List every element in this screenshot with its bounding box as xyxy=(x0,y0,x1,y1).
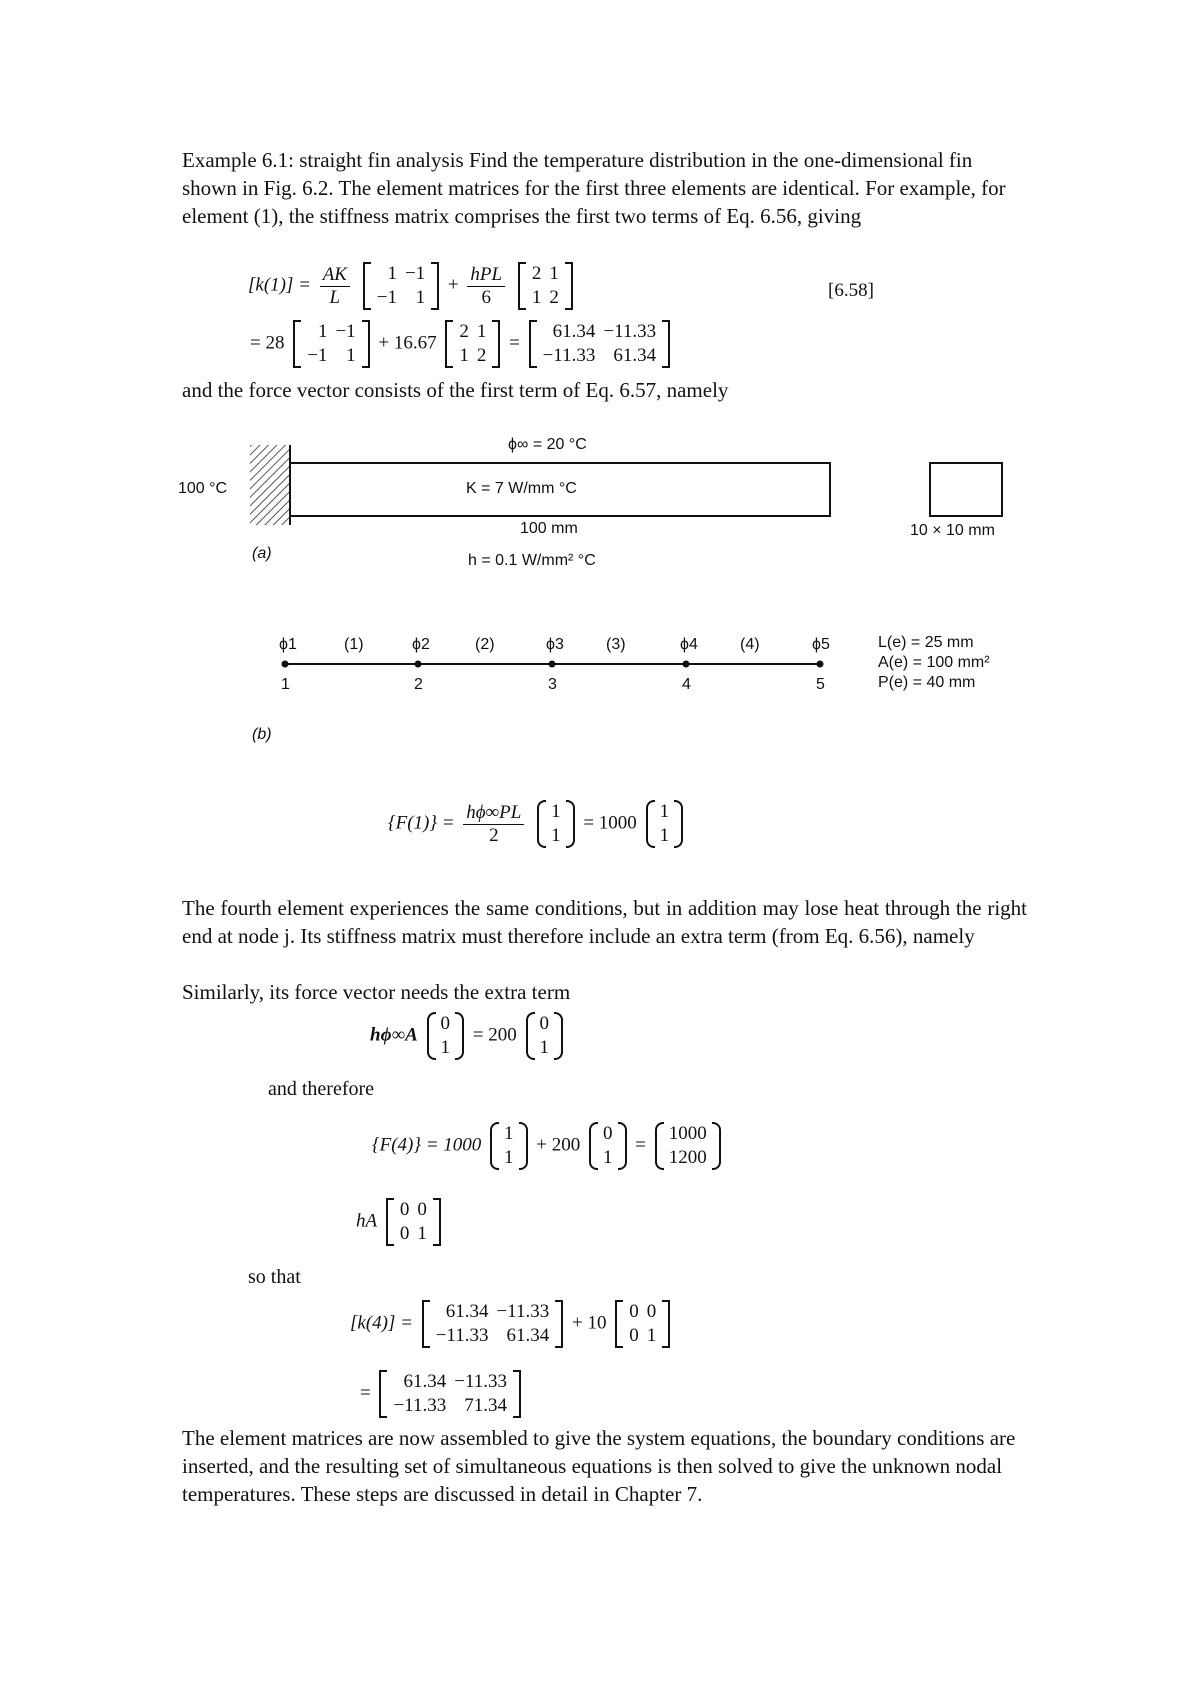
convection-coef: h = 0.1 W/mm² °C xyxy=(468,552,596,569)
fin-drawing xyxy=(0,0,1200,800)
force-intro: and the force vector consists of the first term of Eq. 6.57, namely xyxy=(182,378,729,402)
node-4 xyxy=(683,661,690,668)
equation-k4-result: = 61.34 −11.33 −11.33 71.34 xyxy=(360,1370,525,1418)
element-4: (4) xyxy=(740,636,760,653)
section-size: 10 × 10 mm xyxy=(910,522,995,539)
prop-length: L(e) = 25 mm xyxy=(878,634,974,651)
element-1: (1) xyxy=(344,636,364,653)
and-therefore: and therefore xyxy=(268,1078,375,1100)
intro-paragraph: Example 6.1: straight fin analysis Find the temperature distribution in the one-dimensional fin shown in Fig. 6.2. The element matrices for the first three elements are identical. For example, for element (1), the stiffness matrix comprises the first two terms of Eq. 6.56, giving xyxy=(182,148,1006,228)
node-label-4: 4 xyxy=(682,676,691,693)
node-label-5: 5 xyxy=(816,676,825,693)
equation-k4: [k(4)] = 61.34 −11.33 −11.33 61.34 + 10 0 0 0 1 xyxy=(350,1300,674,1348)
equation-6-58-line1: [k(1)] = $\frac{AK}{L}$ 1 −1 −1 1 + $\frac{\text{hPL}}{6}$ 2 1 1 2 xyxy=(248,262,577,310)
phi-4: ϕ4 xyxy=(680,636,698,653)
element-2: (2) xyxy=(475,636,495,653)
ambient-temp: ϕ∞ = 20 °C xyxy=(508,436,587,453)
prop-perimeter: P(e) = 40 mm xyxy=(878,674,976,691)
matrix-convection: 2 1 1 2 xyxy=(518,262,573,310)
fin-length: 100 mm xyxy=(520,520,578,537)
equation-ha: hA 0 0 0 1 xyxy=(356,1198,445,1246)
phi-1: ϕ1 xyxy=(279,636,297,653)
node-2 xyxy=(415,661,422,668)
figure-label-b: (b) xyxy=(252,726,272,743)
matrix-conduction: 1 −1 −1 1 xyxy=(363,262,439,310)
conductivity: K = 7 W/mm °C xyxy=(466,480,577,497)
cross-section xyxy=(930,463,1002,516)
equation-f1: {F(1)} = $\frac{h\phi\infty PL}{2}$ 1 1 = 1000 1 1 xyxy=(388,800,687,848)
figure-label-a: (a) xyxy=(252,545,272,562)
node-3 xyxy=(549,661,556,668)
base-temp: 100 °C xyxy=(178,480,228,497)
prop-area: A(e) = 100 mm² xyxy=(878,654,990,671)
node-1 xyxy=(282,661,289,668)
equation-6-58-line2: = 28 1 −1 −1 1 + 16.67 2 1 1 2 = 61.34 −11.33 −11.33 61.34 xyxy=(250,320,674,368)
equation-extra-term: hϕ∞A 0 1 = 200 0 1 xyxy=(370,1012,567,1060)
so-that: so that xyxy=(248,1266,301,1288)
fraction-hpl-6: $\frac{\text{hPL}}{6}$ xyxy=(467,264,505,309)
matrix-result-k1: 61.34 −11.33 −11.33 61.34 xyxy=(529,320,671,368)
phi-3: ϕ3 xyxy=(546,636,564,653)
node-label-1: 1 xyxy=(281,676,290,693)
equation-f4: {F(4)} = 1000 1 1 + 200 0 1 = 1000 1200 xyxy=(372,1122,725,1170)
fourth-element-paragraph: The fourth element experiences the same conditions, but in addition may lose heat through the right end at node j. Its stiffness matrix must therefore include an extra term (from Eq. 6.56), namely xyxy=(182,896,1027,948)
similarly-line: Similarly, its force vector needs the extra term xyxy=(182,980,571,1004)
final-paragraph: The element matrices are now assembled to give the system equations, the boundary conditions are inserted, and the resulting set of simultaneous equations is then solved to give the unknown nodal temperatures. These steps are discussed in detail in Chapter 7. xyxy=(182,1426,1016,1506)
node-label-2: 2 xyxy=(414,676,423,693)
phi-2: ϕ2 xyxy=(412,636,430,653)
equation-tag: [6.58] xyxy=(828,280,874,301)
stiffness-lhs: [k(1)] = xyxy=(248,274,311,296)
element-3: (3) xyxy=(606,636,626,653)
phi-5: ϕ5 xyxy=(812,636,830,653)
wall-hatch xyxy=(250,445,290,525)
fraction-ak-l: $\frac{AK}{L}$ xyxy=(320,264,350,309)
node-label-3: 3 xyxy=(548,676,557,693)
node-5 xyxy=(817,661,824,668)
